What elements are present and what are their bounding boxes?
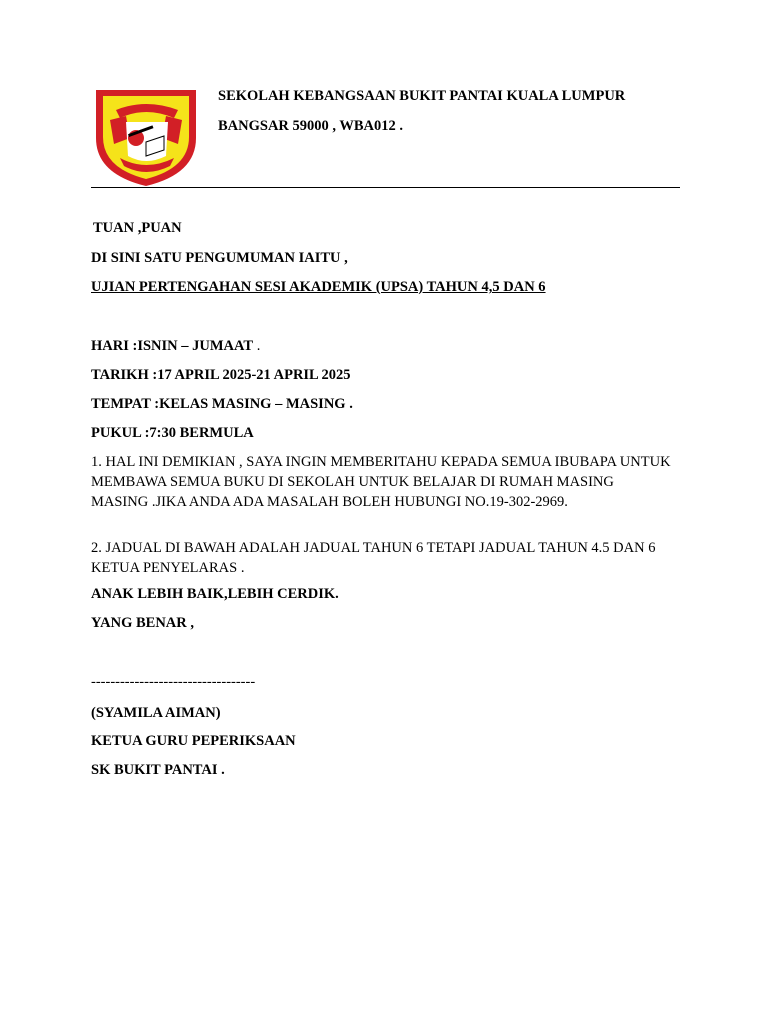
signatory-school: SK BUKIT PANTAI . <box>91 762 225 778</box>
announcement-subject: UJIAN PERTENGAHAN SESI AKADEMIK (UPSA) TAHUN 4,5 DAN 6 <box>91 279 546 295</box>
intro-line: DI SINI SATU PENGUMUMAN IAITU , <box>91 250 348 266</box>
school-address: BANGSAR 59000 , WBA012 . <box>218 118 404 134</box>
hari-suffix: . <box>253 338 261 354</box>
header-divider <box>91 187 680 188</box>
hari-label: HARI :ISNIN – JUMAAT <box>91 338 254 354</box>
slogan: ANAK LEBIH BAIK,LEBIH CERDIK. <box>91 586 339 602</box>
paragraph-1: 1. HAL INI DEMIKIAN , SAYA INGIN MEMBERITAHU KEPADA SEMUA IBUBAPA UNTUK MEMBAWA SEMUA BUKU DI SEKOLAH UNTUK BELAJAR DI RUMAH MASING MASING .JIKA ANDA ADA MASALAH BOLEH HUBUNGI NO.19-302-2969. <box>91 454 671 510</box>
pukul-line: PUKUL :7:30 BERMULA <box>91 425 254 441</box>
closing: YANG BENAR , <box>91 615 194 631</box>
signatory-title: KETUA GURU PEPERIKSAAN <box>91 733 296 749</box>
school-crest-logo <box>90 86 202 190</box>
tempat-line: TEMPAT :KELAS MASING – MASING . <box>91 396 353 412</box>
salutation: TUAN ,PUAN <box>93 220 182 236</box>
signatory-name: (SYAMILA AIMAN) <box>91 705 221 721</box>
tarikh-line: TARIKH :17 APRIL 2025-21 APRIL 2025 <box>91 367 351 383</box>
school-name: SEKOLAH KEBANGSAAN BUKIT PANTAI KUALA LUMPUR <box>218 88 626 104</box>
hari-line <box>91 338 260 355</box>
paragraph-2: 2. JADUAL DI BAWAH ADALAH JADUAL TAHUN 6 TETAPI JADUAL TAHUN 4.5 DAN 6 KETUA PENYELARAS . <box>91 540 656 576</box>
signature-line: ---------------------------------- <box>91 674 256 690</box>
